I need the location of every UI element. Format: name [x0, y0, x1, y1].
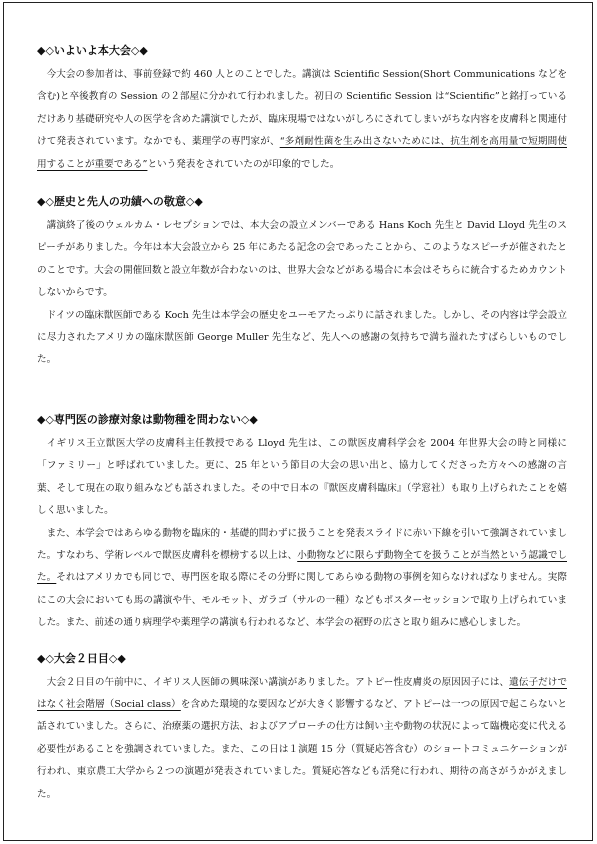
text-run: 大会２日目の午前中に、イギリス人医師の興味深い講演がありました。アトピー性皮膚炎の原因因子には、: [46, 676, 510, 688]
paragraph: [37, 305, 567, 372]
section-main-congress: [37, 43, 567, 176]
text-run: また、本学会ではあらゆる動物を臨床的・基礎的問わずに扱うことを発表スライドに赤い下線を引いて強調されていました。すなわち、学術レベルで獣医皮膚科を標榜する以上は、: [37, 527, 567, 561]
paragraph: [37, 523, 567, 635]
section-heading: ◆◇専門医の診療対象は動物種を問わない◇◆: [37, 412, 258, 426]
section-all-species: [37, 412, 567, 635]
page-frame: [3, 2, 593, 841]
section-history: [37, 194, 567, 372]
section-heading: ◆◇大会２日目◇◆: [37, 651, 126, 665]
paragraph: [37, 64, 567, 176]
paragraph: [37, 672, 567, 806]
paragraph: [37, 433, 567, 523]
paragraph: [37, 215, 567, 305]
underlined-text: 小動物などに限らず動物全てを扱うことが当然という認識でした。: [37, 549, 567, 584]
section-heading: ◆◇歴史と先人の功績への敬意◇◆: [37, 195, 203, 209]
underlined-text: 遺伝子だけではなく社会階層（Social class）: [37, 676, 567, 710]
section-day-two: [37, 651, 567, 806]
text-run: ドイツの臨床獣医師である Koch 先生は本学会の歴史をユーモアたっぷりに話されました。しかし、その内容は学会設立に尽力されたアメリカの臨床獣医師 George Muller 先生など、先人への感謝の気持ちで満ち溢れたすばらしいものでした。: [37, 309, 567, 366]
section-heading: ◆◇いよいよ本大会◇◆: [37, 44, 148, 57]
text-run: イギリス王立獣医大学の皮膚科主任教授である Lloyd 先生は、この獣医皮膚科学会を 2004 年世界大会の時と同様に「ファミリー」と呼ばれていました。更に、25 年という節目の大会の思い出と、協力してくださった方々への感謝の言葉、そして現在の取り組みなども話されました。その中で日本の『獣医皮膚科臨床』（学窓社）も取り上げられたことを嬉しく思いました。: [37, 437, 567, 517]
article-body: [37, 43, 567, 824]
text-run: 講演終了後のウェルカム・レセプションでは、本大会の設立メンバーである Hans Koch 先生と David Lloyd 先生のスピーチがありました。今年は本大会設立から 25 年にあたる記念の会であったことから、このようなスピーチが催されたとのことです。大会の開催回数と設立年数が合わないのは、世界大会などがある場合に本会はそちらに統合するためカウントしないからです。: [37, 220, 567, 299]
text-run: それはアメリカでも同じで、専門医を取る際にその分野に関してあらゆる動物の事例を知らなければなりません。実際にこの大会においても馬の講演や牛、モルモット、ガラゴ（サルの一種）などもポスターセッションで取り上げられていました。また、前述の通り病理学や薬理学の講演も行われるなど、本学会の裾野の広さと取り組みに感心しました。: [37, 572, 568, 629]
text-run: という発表をされていたのが印象的でした。: [147, 158, 340, 170]
text-run: 今大会の参加者は、事前登録で約 460 人とのことでした。講演は Scientific Session(Short Communications などを含む)と卒後教育の Session の２部屋に分かれて行われました。初日の Scientific Session は“Scientific”と銘打っているだけあり基礎研究や人の医学を含めた講演でしたが、臨床現場ではないがしろにされてしまいがちな内容を皮膚科と関連付けて発表されています。なかでも、薬理学の専門家が、: [37, 69, 567, 148]
underlined-text: “多剤耐性菌を生み出さないためには、抗生剤を高用量で短期間使用することが重要である”: [37, 136, 567, 170]
text-run: を含めた環境的な要因などが大きく影響するなど、アトピーは一つの原因で起こらないと話されていました。さらに、治療薬の選択方法、およびアプローチの仕方は飼い主や動物の状況によって臨機応変に代える必要性があることを強調されていました。また、この日は１演題 15 分（質疑応答含む）のショートコミュニケーションが行われ、東京農工大学から２つの演題が発表されていました。質疑応答なども活発に行われ、期待の高さがうかがえました。: [37, 698, 567, 800]
